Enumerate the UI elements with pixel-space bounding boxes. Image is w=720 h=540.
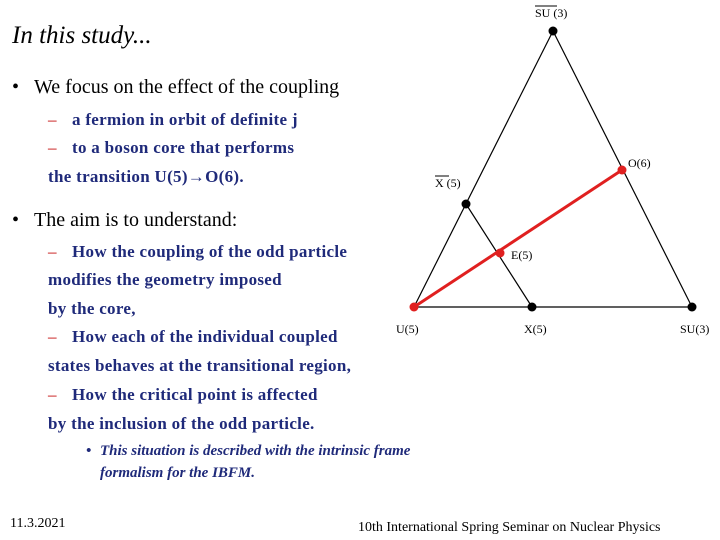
sub-item-text: to a boson core that performs [72,138,295,157]
point-o6 [618,166,627,175]
label-o6: O(6) [628,156,651,170]
footer-date: 11.3.2021 [10,516,66,531]
sub-item-text: the transition U(5)→O(6). [48,167,244,186]
bullet-dot: • [12,209,20,231]
label-x5-bar: X (5) [435,176,461,190]
sub-item-text: modifies the geometry imposed [48,270,282,289]
point-x5-bar [462,200,471,209]
dash: – [48,385,57,404]
label-u5: U(5) [396,322,419,336]
dash: – [48,138,57,157]
note-text: formalism for the IBFM. [100,465,256,481]
sub-item-text: How the critical point is affected [72,385,318,404]
point-e5 [496,249,505,258]
u5-o6-transition-line [414,170,622,307]
bullet-dot: • [86,443,92,459]
note-text: This situation is described with the intrinsic frame [100,443,411,459]
label-su3: SU(3) [680,322,710,336]
bullet-text: The aim is to understand: [34,209,238,231]
sub-item-text: How each of the individual coupled [72,327,338,346]
point-u5 [410,303,419,312]
label-x5: X(5) [524,322,547,336]
point-su3-bar [549,27,558,36]
dash: – [48,327,57,346]
sub-item-text: by the core, [48,299,136,318]
dash: – [48,110,57,129]
dash: – [48,242,57,261]
point-su3 [688,303,697,312]
page-title: In this study... [12,22,152,49]
label-su3-bar: SU (3) [535,6,568,20]
label-e5: E(5) [511,248,533,262]
sub-item-text: by the inclusion of the odd particle. [48,414,315,433]
bullet-dot: • [12,76,20,98]
point-x5 [528,303,537,312]
bullet-text: We focus on the effect of the coupling [34,76,340,98]
sub-item-text: a fermion in orbit of definite j [72,110,298,129]
footer-event: 10th International Spring Seminar on Nuclear Physics [358,520,661,535]
sub-item-text: How the coupling of the odd particle [72,242,348,261]
triangle-edge-left [414,31,553,307]
sub-item-text: states behaves at the transitional region, [48,356,352,375]
